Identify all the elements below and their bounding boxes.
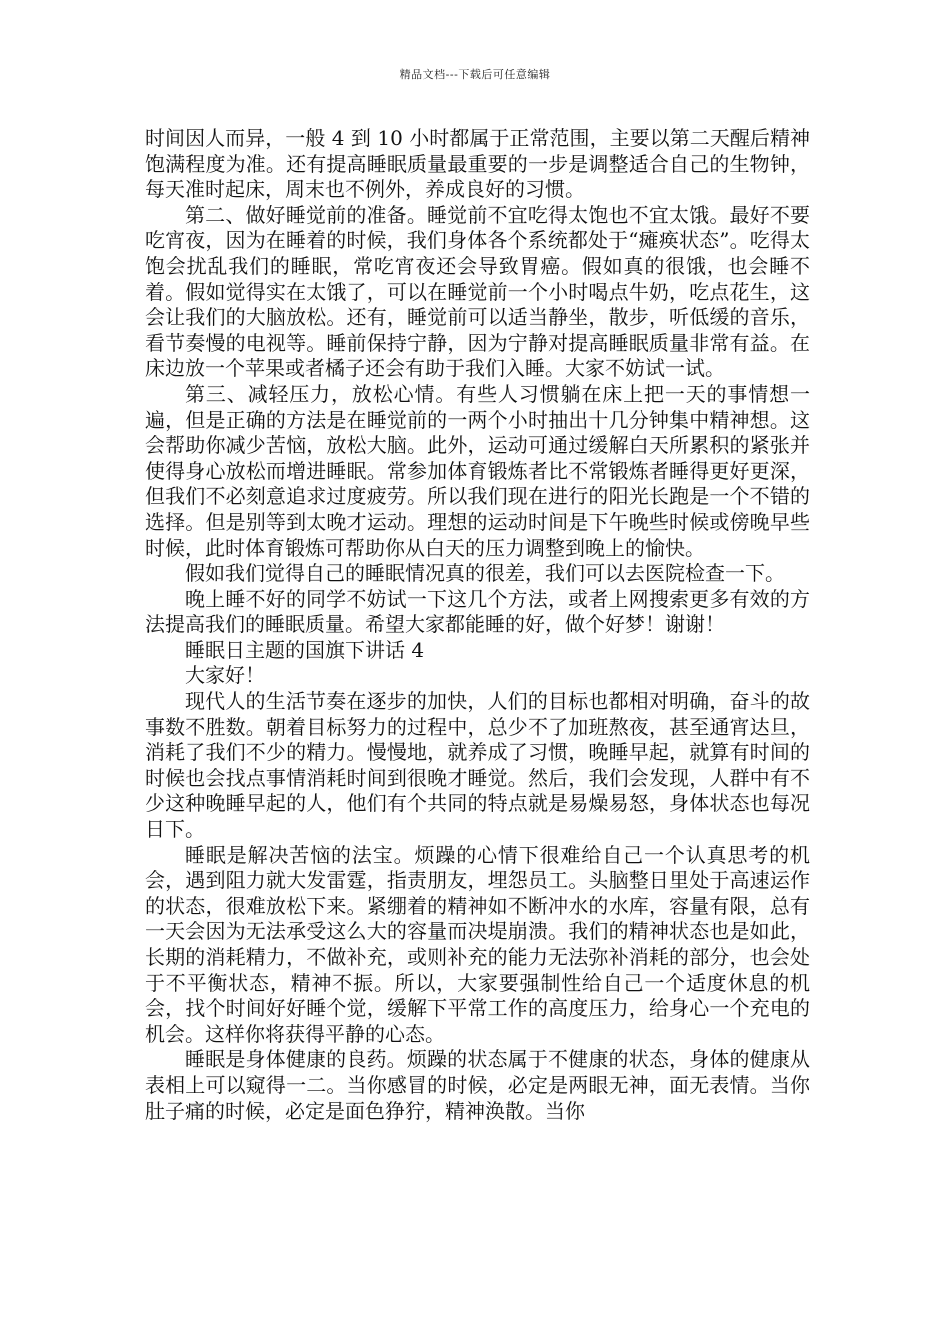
page-header: 精品文档---下载后可任意编辑 [399,68,551,81]
paragraph: 假如我们觉得自己的睡眠情况真的很差，我们可以去医院检查一下。 [185,561,785,586]
paragraph: 现代人的生活节奏在逐步的加快，人们的目标也都相对明确，奋斗的故事数不胜数。朝着目标努力的过程中，总少不了加班熬夜，甚至通宵达旦，消耗了我们不少的精力。慢慢地，就养成了习惯，晚睡早起，就算有时间的时候也会找点事情消耗时间到很晚才睡觉。然后，我们会发现，人群中有不少这种晚睡早起的人，他们有个共同的特点就是易燥易怒，身体状态也每况日下。 [145,689,810,842]
paragraph: 睡眠是身体健康的良药。烦躁的状态属于不健康的状态，身体的健康从表相上可以窥得一二。当你感冒的时候，必定是两眼无神，面无表情。当你肚子痛的时候，必定是面色狰狞，精神涣散。当你 [145,1047,810,1123]
paragraph: 第三、减轻压力，放松心情。有些人习惯躺在床上把一天的事情想一遍，但是正确的方法是在睡觉前的一两个小时抽出十几分钟集中精神想。这会帮助你减少苦恼，放松大脑。此外，运动可通过缓解白天所累积的紧张并使得身心放松而增进睡眠。常参加体育锻炼者比不常锻炼者睡得更好更深，但我们不必刻意追求过度疲劳。所以我们现在进行的阳光长跑是一个不错的选择。但是别等到太晚才运动。理想的运动时间是下午晚些时候或傍晚早些时候，此时体育锻炼可帮助你从白天的压力调整到晚上的愉快。 [145,381,810,560]
paragraph: 睡眠是解决苦恼的法宝。烦躁的心情下很难给自己一个认真思考的机会，遇到阻力就大发雷霆，指责朋友，埋怨员工。头脑整日里处于高速运作的状态，很难放松下来。紧绷着的精神如不断冲水的水库，容量有限，总有一天会因为无法承受这么大的容量而决堤崩溃。我们的精神状态也是如此，长期的消耗精力，不做补充，或则补充的能力无法弥补消耗的部分，也会处于不平衡状态，精神不振。所以，大家要强制性给自己一个适度休息的机会，找个时间好好睡个觉，缓解下平常工作的高度压力，给身心一个充电的机会。这样你将获得平静的心态。 [145,842,810,1046]
document-body [145,126,810,1124]
section-heading: 睡眠日主题的国旗下讲话 4 [185,637,425,662]
paragraph: 晚上睡不好的同学不妨试一下这几个方法，或者上网搜索更多有效的方法提高我们的睡眠质量。希望大家都能睡的好，做个好梦！谢谢！ [145,586,810,637]
paragraph: 第二、做好睡觉前的准备。睡觉前不宜吃得太饱也不宜太饿。最好不要吃宵夜，因为在睡着的时候，我们身体各个系统都处于“瘫痪状态”。吃得太饱会扰乱我们的睡眠，常吃宵夜还会导致胃癌。假如真的很饿，也会睡不着。假如觉得实在太饿了，可以在睡觉前一个小时喝点牛奶，吃点花生，这会让我们的大脑放松。还有，睡觉前可以适当静坐，散步，听低缓的音乐，看节奏慢的电视等。睡前保持宁静，因为宁静对提高睡眠质量非常有益。在床边放一个苹果或者橘子还会有助于我们入睡。大家不妨试一试。 [145,202,810,381]
greeting: 大家好！ [185,663,265,688]
paragraph: 时间因人而异，一般 4 到 10 小时都属于正常范围，主要以第二天醒后精神饱满程度为准。还有提高睡眠质量最重要的一步是调整适合自己的生物钟，每天准时起床，周末也不例外，养成良好的习惯。 [145,126,810,202]
